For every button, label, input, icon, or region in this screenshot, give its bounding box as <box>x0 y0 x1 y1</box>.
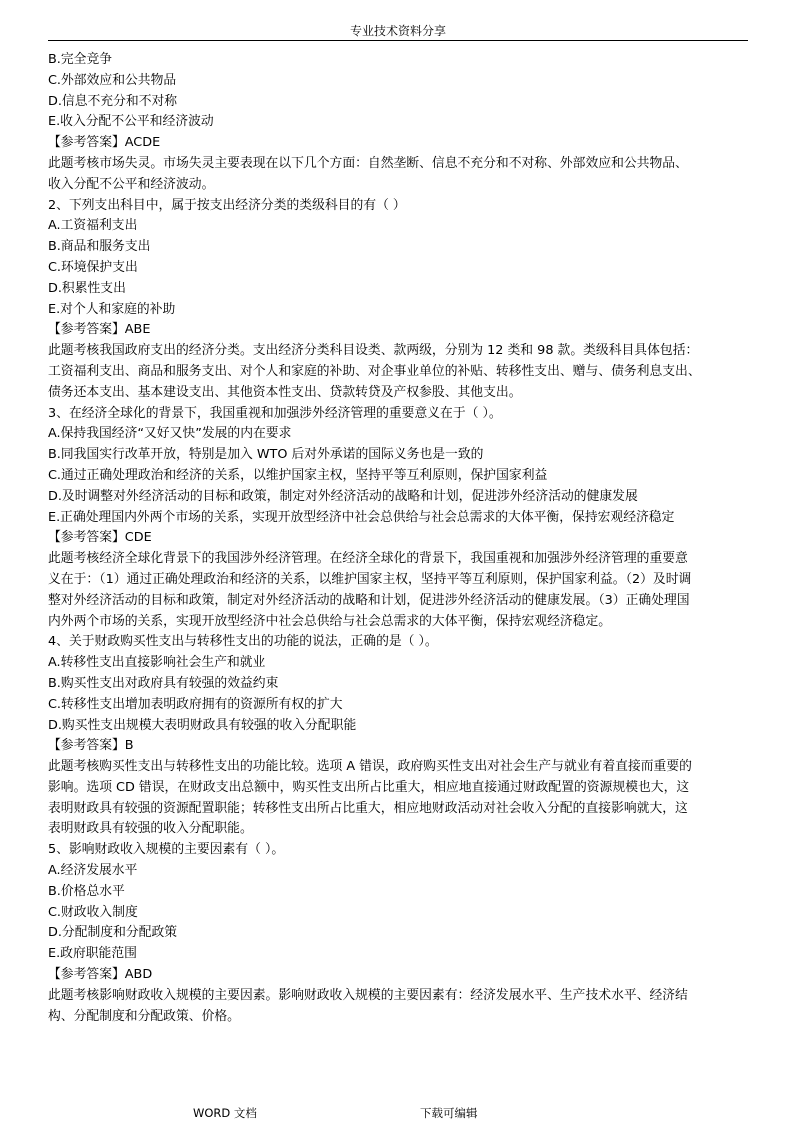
text-line: D.信息不充分和不对称 <box>48 93 178 109</box>
footer-left-label: WORD 文档 <box>193 1106 257 1120</box>
text-line: 此题考核购买性支出与转移性支出的功能比较。选项 A 错误，政府购买性支出对社会生产与就业有着直接而重要的 <box>48 759 692 775</box>
text-line: 此题考核我国政府支出的经济分类。支出经济分类科目设类、款两级，分别为 12 类和 98 款。类级科目具体包括： <box>48 343 699 359</box>
text-line: B.完全竞争 <box>48 52 113 67</box>
text-line: E.收入分配不公平和经济波动 <box>48 114 214 130</box>
text-line: A.保持我国经济“又好又快”发展的内在要求 <box>48 426 292 442</box>
text-line: A.经济发展水平 <box>48 863 138 879</box>
text-line: 工资福利支出、商品和服务支出、对个人和家庭的补助、对企事业单位的补贴、转移性支出、赠与、债务利息支出、 <box>48 363 701 379</box>
text-line: D.分配制度和分配政策 <box>48 925 178 941</box>
text-line: B.商品和服务支出 <box>48 239 151 255</box>
text-line: B.价格总水平 <box>48 883 125 899</box>
text-line: 内外两个市场的关系，实现开放型经济中社会总供给与社会总需求的大体平衡，保持宏观经济稳定。 <box>48 613 612 629</box>
document-body <box>48 50 748 1027</box>
text-line: A.转移性支出直接影响社会生产和就业 <box>48 655 266 671</box>
text-line: 影响。选项 CD 错误，在财政支出总额中，购买性支出所占比重大，相应地直接通过财政配置的资源规模也大，这 <box>48 779 690 795</box>
text-line: 表明财政具有较强的资源配置职能；转移性支出所占比重大，相应地财政活动对社会收入分配的直接影响就大，这 <box>48 800 688 816</box>
page-header: 专业技术资料分享 <box>48 22 748 41</box>
footer-right-label: 下载可编辑 <box>420 1106 478 1120</box>
text-line: 2、下列支出科目中，属于按支出经济分类的类级科目的有（ ） <box>48 197 406 213</box>
text-line: 【参考答案】B <box>48 738 134 754</box>
text-line: 【参考答案】ABE <box>48 322 151 338</box>
text-line: B.购买性支出对政府具有较强的效益约束 <box>48 675 279 691</box>
text-line: 义在于：（1）通过正确处理政治和经济的关系，以维护国家主权，坚持平等互利原则，保护国家利益。（2）及时调 <box>48 571 692 587</box>
text-line: C.财政收入制度 <box>48 904 138 920</box>
text-line: C.转移性支出增加表明政府拥有的资源所有权的扩大 <box>48 696 343 712</box>
text-line: C.环境保护支出 <box>48 259 138 275</box>
text-line: 此题考核经济全球化背景下的我国涉外经济管理。在经济全球化的背景下，我国重视和加强涉外经济管理的重要意 <box>48 551 688 567</box>
text-line: D.购买性支出规模大表明财政具有较强的收入分配职能 <box>48 717 357 733</box>
text-line: D.及时调整对外经济活动的目标和政策，制定对外经济活动的战略和计划，促进涉外经济活动的健康发展 <box>48 488 638 504</box>
text-line: 5、影响财政收入规模的主要因素有（ ）。 <box>48 842 285 858</box>
text-line: 此题考核市场失灵。市场失灵主要表现在以下几个方面：自然垄断、信息不充分和不对称、外部效应和公共物品、 <box>48 155 688 171</box>
text-line: B.同我国实行改革开放，特别是加入 WTO 后对外承诺的国际义务也是一致的 <box>48 447 484 463</box>
text-line: 构、分配制度和分配政策、价格。 <box>48 1008 240 1024</box>
text-line: E.正确处理国内外两个市场的关系，实现开放型经济中社会总供给与社会总需求的大体平衡，保持宏观经济稳定 <box>48 509 675 525</box>
text-line: 4、关于财政购买性支出与转移性支出的功能的说法，正确的是（ ）。 <box>48 634 438 650</box>
text-line: E.政府职能范围 <box>48 946 137 962</box>
text-line: C.通过正确处理政治和经济的关系，以维护国家主权，坚持平等互利原则，保护国家利益 <box>48 467 548 483</box>
text-line: A.工资福利支出 <box>48 218 138 234</box>
text-line: 收入分配不公平和经济波动。 <box>48 176 215 192</box>
text-line: 此题考核影响财政收入规模的主要因素。影响财政收入规模的主要因素有：经济发展水平、生产技术水平、经济结 <box>48 987 688 1003</box>
text-line: E.对个人和家庭的补助 <box>48 301 176 317</box>
text-line: 表明财政具有较强的收入分配职能。 <box>48 821 253 837</box>
text-line: 【参考答案】ACDE <box>48 135 161 151</box>
text-line: D.积累性支出 <box>48 280 126 296</box>
text-line: 3、在经济全球化的背景下，我国重视和加强涉外经济管理的重要意义在于（ ）。 <box>48 405 502 421</box>
text-line: C.外部效应和公共物品 <box>48 72 177 88</box>
text-line: 债务还本支出、基本建设支出、其他资本性支出、贷款转贷及产权参股、其他支出。 <box>48 384 522 400</box>
text-line: 【参考答案】CDE <box>48 530 152 546</box>
text-line: 整对外经济活动的目标和政策，制定对外经济活动的战略和计划，促进涉外经济活动的健康发展。（3）正确处理国 <box>48 592 690 608</box>
text-line: 【参考答案】ABD <box>48 967 153 983</box>
